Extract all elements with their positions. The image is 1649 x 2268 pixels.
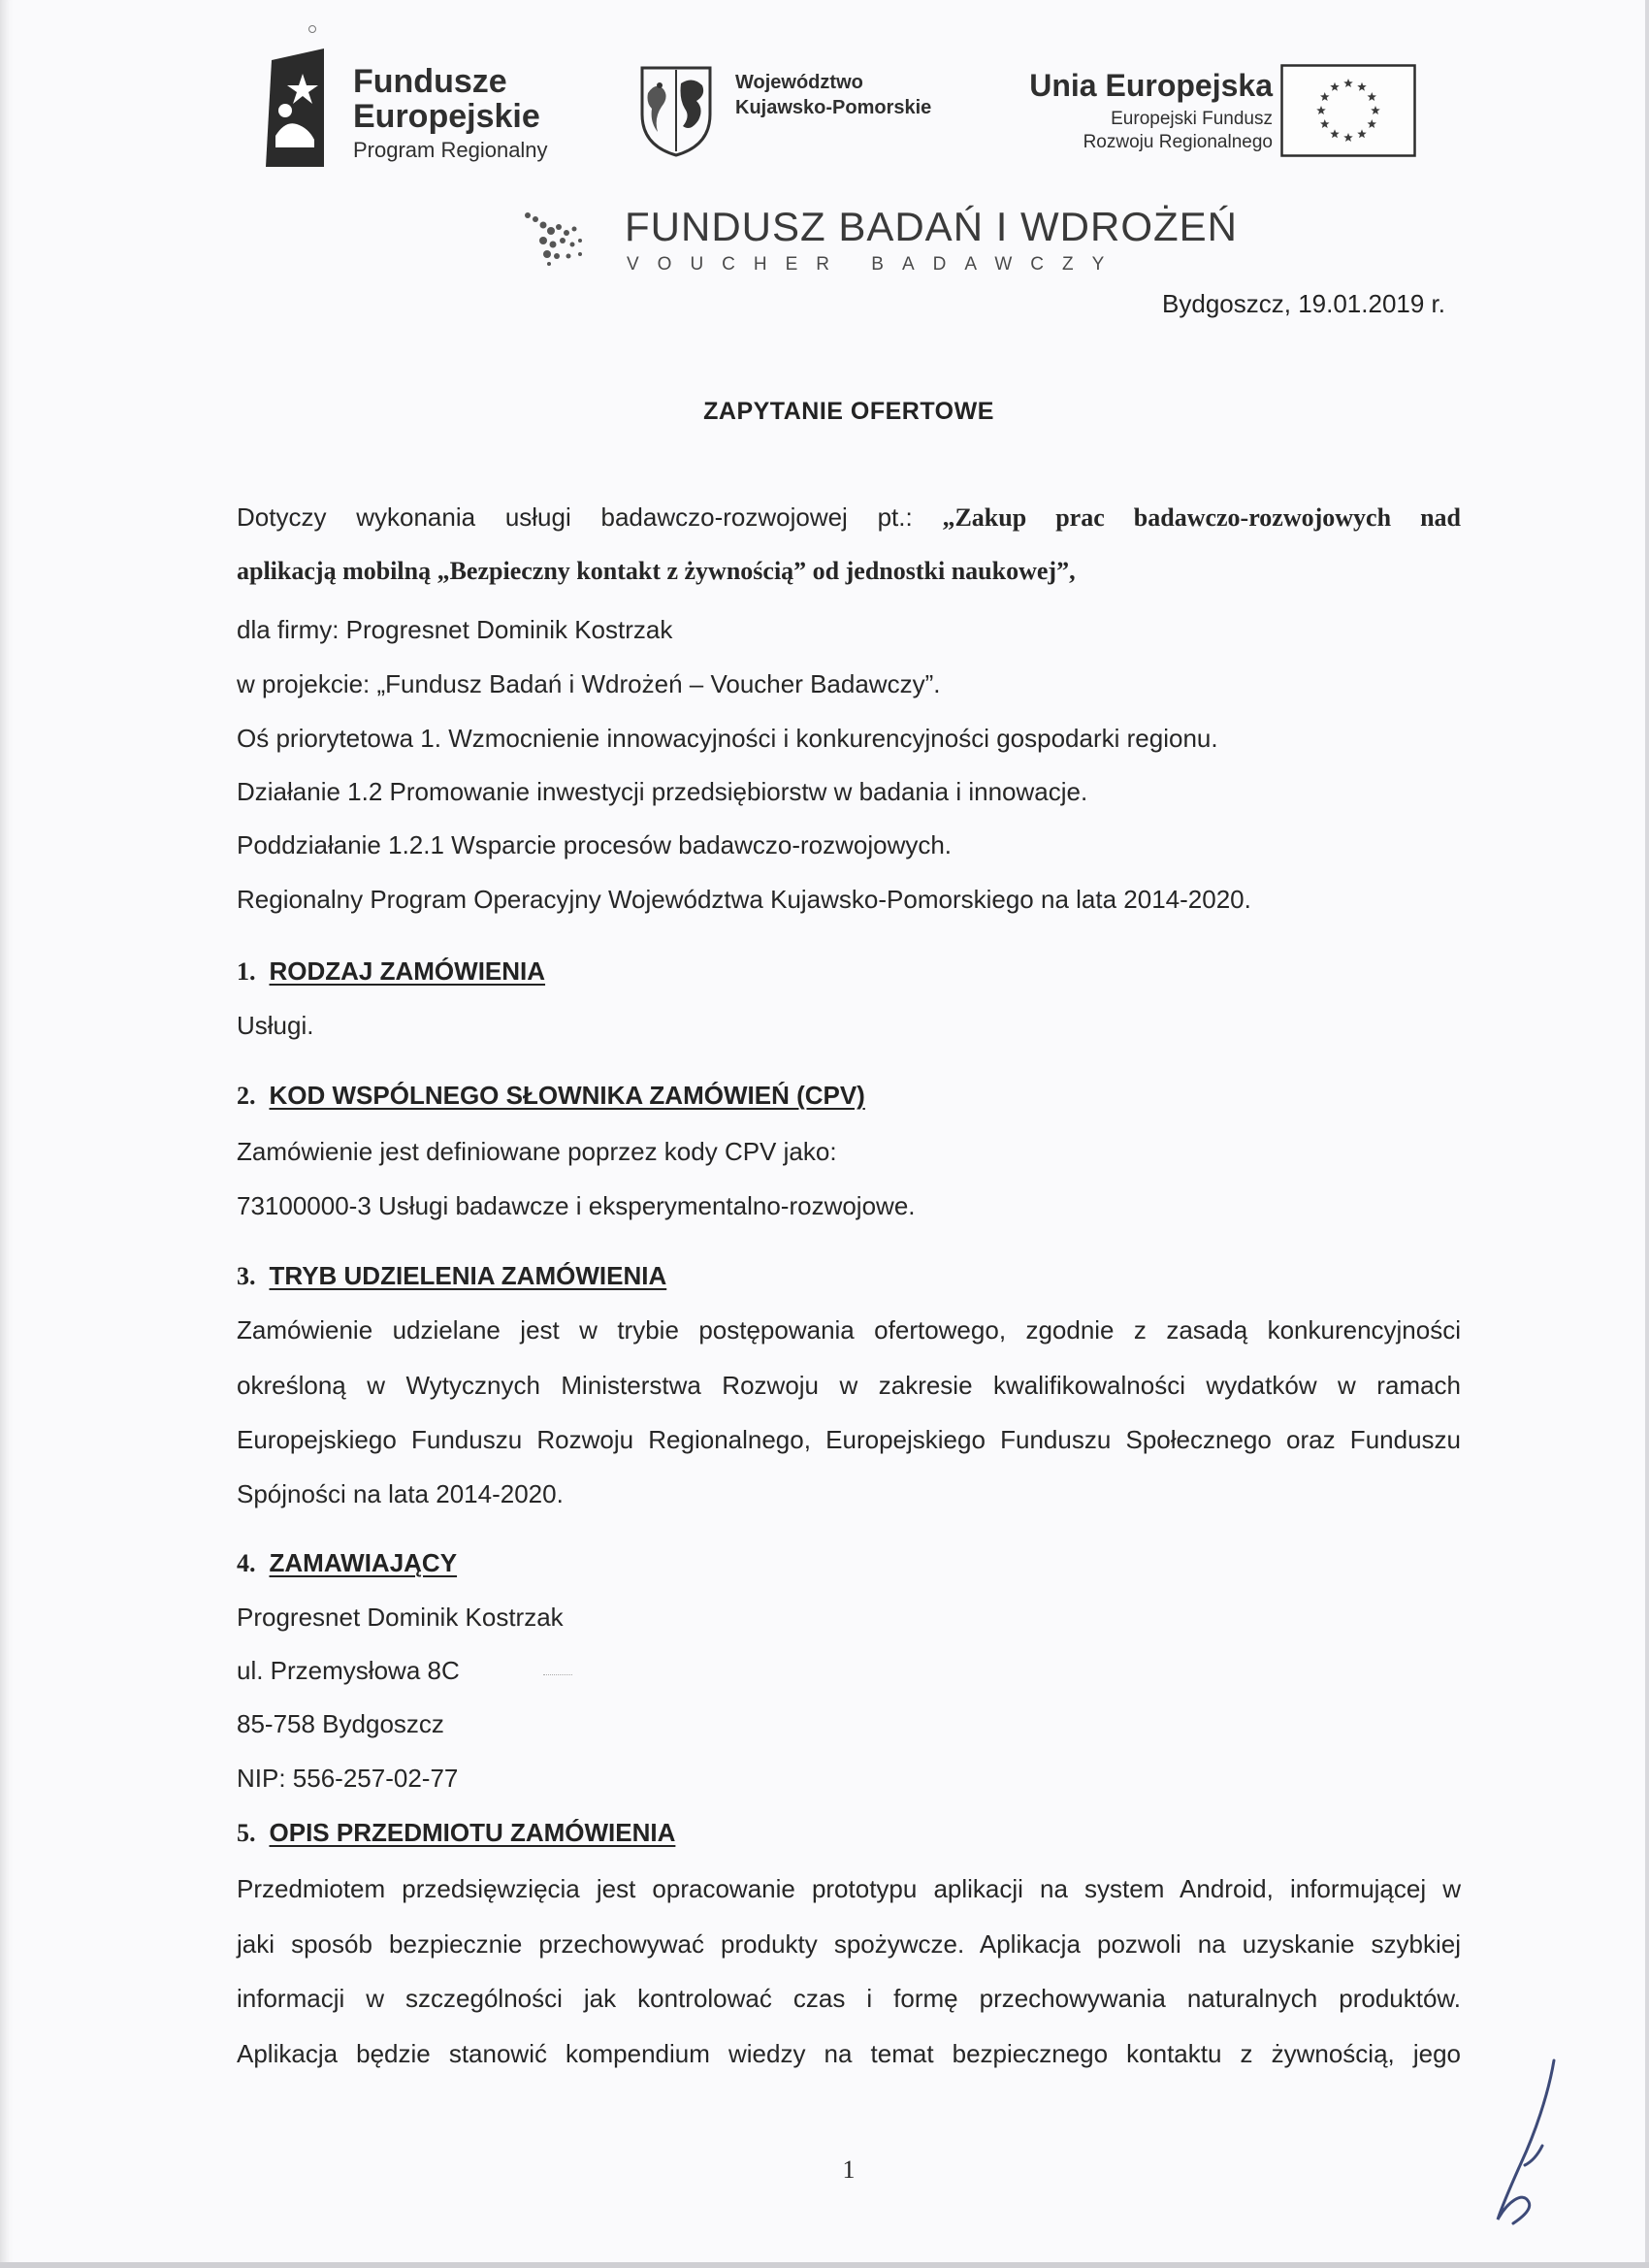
section-5-line: jaki sposób bezpiecznie przechowywać produkty spożywcze. Aplikacja pozwoli na uzyskanie szybkiej xyxy=(237,1929,1461,1959)
program-logo-line1: FUNDUSZ BADAŃ I WDROŻEŃ xyxy=(625,204,1238,249)
intro-line-2: aplikacją mobilną „Bezpieczny kontakt z żywnością” od jednostki naukowej”, xyxy=(237,557,1076,585)
eu-logo-line1: Unia Europejska xyxy=(1029,68,1273,103)
section-number: 3. xyxy=(237,1262,256,1290)
section-number: 1. xyxy=(237,957,256,986)
eu-logo xyxy=(1009,64,1416,161)
section-number: 4. xyxy=(237,1549,256,1577)
eu-logo-line2: Europejski Fundusz xyxy=(1111,109,1273,129)
section-5-line: Przedmiotem przedsięwzięcia jest opracowanie prototypu aplikacji na system Android, informującej w xyxy=(237,1874,1461,1903)
scan-speck xyxy=(543,1674,572,1687)
section-3-line: Europejskiego Funduszu Rozwoju Regionalnego, Europejskiego Funduszu Społecznego oraz Funduszu xyxy=(237,1425,1461,1454)
section-title: ZAMAWIAJĄCY xyxy=(269,1548,458,1577)
eu-logo-line3: Rozwoju Regionalnego xyxy=(1083,132,1273,152)
section-4-line: NIP: 556-257-02-77 xyxy=(237,1764,459,1793)
fe-logo-line2: Europejskie xyxy=(353,98,540,135)
intro-line: Działanie 1.2 Promowanie inwestycji przedsiębiorstw w badania i innowacje. xyxy=(237,777,1088,806)
scan-edge-bottom xyxy=(0,2262,1649,2268)
fundusze-europejskie-logo xyxy=(264,47,584,173)
section-1-heading xyxy=(237,956,545,987)
section-2-line: Zamówienie jest definiowane poprzez kody CPV jako: xyxy=(237,1137,837,1166)
section-4-line: Progresnet Dominik Kostrzak xyxy=(237,1603,564,1632)
page-number: 1 xyxy=(842,2155,856,2184)
region-logo-line1: Województwo xyxy=(735,72,863,93)
intro-line: w projekcie: „Fundusz Badań i Wdrożeń – Voucher Badawczy”. xyxy=(237,669,941,698)
section-5-line: Aplikacja będzie stanowić kompendium wiedzy na temat bezpiecznego kontaktu z żywnością, jego xyxy=(237,2039,1461,2068)
eu-flag-icon xyxy=(1280,64,1416,157)
section-4-heading xyxy=(237,1548,457,1578)
document-title: ZAPYTANIE OFERTOWE xyxy=(703,398,994,425)
intro-line: Regionalny Program Operacyjny Województwa Kujawsko-Pomorskiego na lata 2014-2020. xyxy=(237,885,1251,914)
section-number: 2. xyxy=(237,1082,256,1110)
section-3-line: Spójności na lata 2014-2020. xyxy=(237,1479,564,1508)
section-3-heading xyxy=(237,1261,666,1291)
program-logo xyxy=(524,202,1238,279)
intro-line: Oś priorytetowa 1. Wzmocnienie innowacyjności i konkurencyjności gospodarki regionu. xyxy=(237,724,1218,753)
region-logo-line2: Kujawsko-Pomorskie xyxy=(735,97,932,118)
intro-line: dla firmy: Progresnet Dominik Kostrzak xyxy=(237,615,673,644)
intro-line-1-plain: Dotyczy wykonania usługi badawczo-rozwojowej pt.: xyxy=(237,502,943,532)
fe-logo-line3: Program Regionalny xyxy=(353,138,548,162)
section-1-line: Usługi. xyxy=(237,1011,314,1040)
section-3-line: Zamówienie udzielane jest w trybie postępowania ofertowego, zgodnie z zasadą konkurencyjności xyxy=(237,1315,1461,1345)
section-3-line: określoną w Wytycznych Ministerstwa Rozwoju w zakresie kwalifikowalności wydatków w ramach xyxy=(237,1371,1461,1400)
section-4-line: ul. Przemysłowa 8C xyxy=(237,1656,460,1685)
section-title: OPIS PRZEDMIOTU ZAMÓWIENIA xyxy=(269,1818,676,1847)
section-title: KOD WSPÓLNEGO SŁOWNIKA ZAMÓWIEŃ (CPV) xyxy=(269,1081,865,1110)
region-crest-icon xyxy=(638,64,714,157)
program-dots-icon xyxy=(524,211,586,266)
signature-mark xyxy=(1465,2057,1571,2231)
section-number: 5. xyxy=(237,1819,256,1847)
section-4-line: 85-758 Bydgoszcz xyxy=(237,1709,444,1738)
section-5-line: informacji w szczególności jak kontrolować czas i formę przechowywania naturalnych produktów. xyxy=(237,1984,1461,2013)
section-title: TRYB UDZIELENIA ZAMÓWIENIA xyxy=(269,1261,667,1290)
section-2-line: 73100000-3 Usługi badawcze i eksperymentalno-rozwojowe. xyxy=(237,1191,916,1220)
region-logo xyxy=(638,64,958,161)
section-title: RODZAJ ZAMÓWIENIA xyxy=(269,956,546,986)
fe-logo-line1: Fundusze xyxy=(353,63,507,100)
document-date: Bydgoszcz, 19.01.2019 r. xyxy=(1162,289,1445,318)
intro-line-1-bold: „Zakup prac badawczo-rozwojowych nad xyxy=(942,503,1461,532)
intro-line: Poddziałanie 1.2.1 Wsparcie procesów badawczo-rozwojowych. xyxy=(237,830,953,859)
intro-line-1 xyxy=(237,502,1461,533)
scan-speck xyxy=(308,25,316,33)
program-logo-line2: VOUCHER BADAWCZY xyxy=(627,254,1123,275)
fundusze-europejskie-mark-icon xyxy=(264,47,328,169)
section-5-heading xyxy=(237,1818,675,1848)
section-2-heading xyxy=(237,1081,865,1111)
scan-edge-right xyxy=(1645,0,1649,2268)
